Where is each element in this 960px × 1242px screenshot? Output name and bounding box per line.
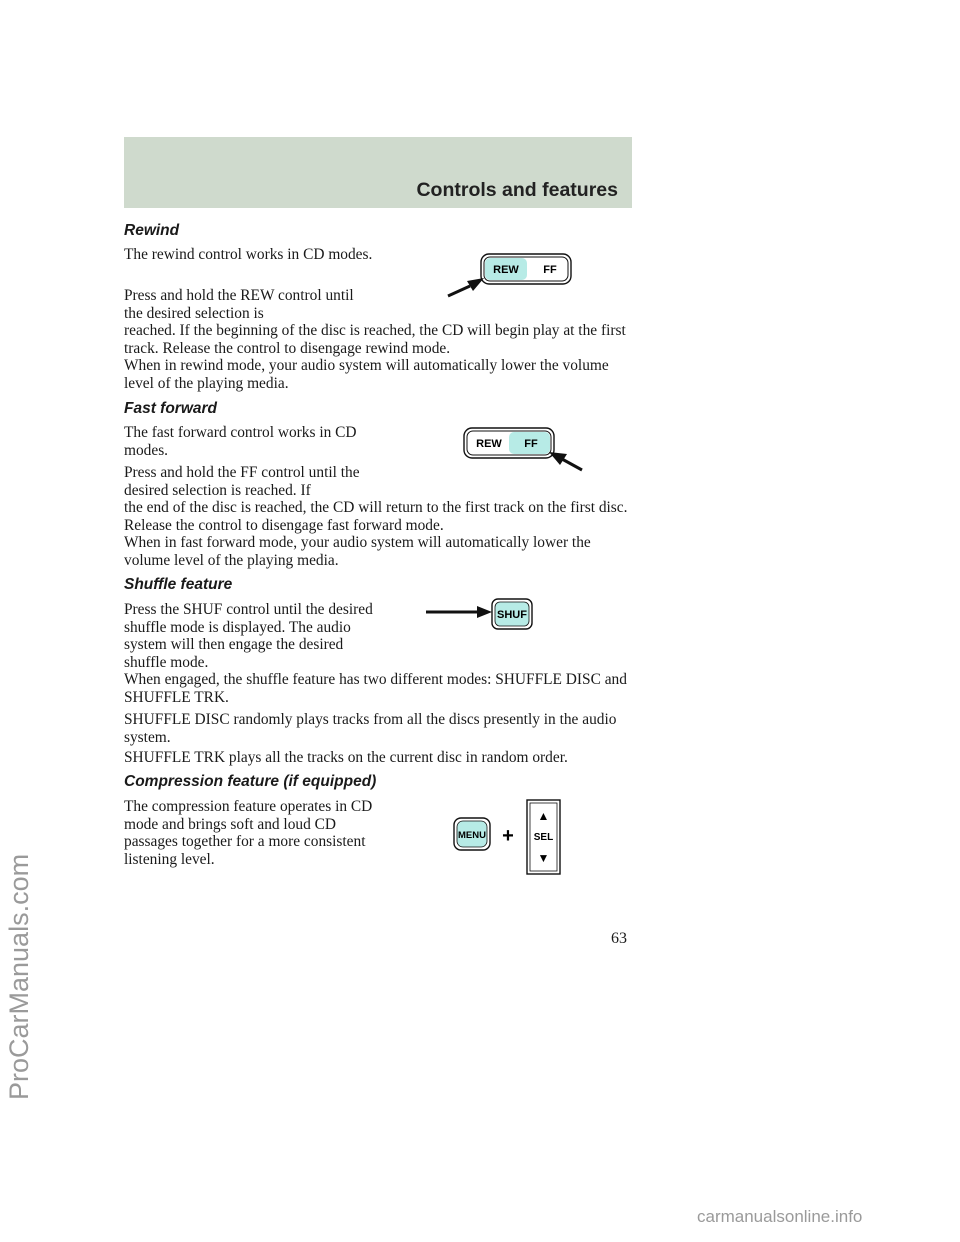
rewind-illustration	[440, 248, 580, 313]
pointer-arrow-head	[549, 452, 567, 465]
shuffle-paragraph-4: SHUFFLE TRK plays all the tracks on the current disc in random order.	[124, 749, 568, 766]
pointer-arrow-head	[477, 606, 492, 618]
pointer-arrow-shaft	[448, 286, 470, 296]
up-arrow-icon: ▲	[537, 809, 550, 823]
rewind-paragraph-1: The rewind control works in CD modes.	[124, 246, 373, 263]
compression-heading: Compression feature (if equipped)	[124, 773, 377, 790]
fast-forward-paragraph-3: When in fast forward mode, your audio system will automatically lower the volume level of the playing media.	[124, 534, 591, 569]
fast-forward-paragraph-2a: Press and hold the FF control until the desired selection is reached. If	[124, 464, 360, 499]
fast-forward-heading: Fast forward	[124, 400, 218, 417]
rewind-heading: Rewind	[124, 222, 180, 239]
shuffle-illustration	[420, 596, 540, 641]
rew-label: REW	[493, 264, 519, 276]
compression-paragraph-1: The compression feature operates in CD mode and brings soft and loud CD passages together for a more consistent listening level.	[124, 798, 373, 868]
footer-watermark: carmanualsonline.info	[697, 1207, 863, 1226]
section-title: Controls and features	[416, 179, 618, 201]
plus-sign: +	[502, 825, 514, 847]
pointer-arrow-head	[467, 278, 484, 291]
shuffle-heading: Shuffle feature	[124, 576, 233, 593]
fast-forward-paragraph-2b: the end of the disc is reached, the CD will return to the first track on the first disc. Release the control to disengage fast forward mode.	[124, 499, 628, 534]
rewind-paragraph-3: When in rewind mode, your audio system will automatically lower the volume level of the playing media.	[124, 357, 609, 392]
compression-illustration	[450, 796, 570, 883]
rewind-paragraph-2a: Press and hold the REW control until the desired selection is	[124, 287, 354, 322]
menu-label: MENU	[458, 830, 486, 841]
pointer-arrow-shaft	[562, 459, 582, 470]
rew-label: REW	[476, 438, 502, 450]
ff-label: FF	[524, 438, 538, 450]
down-arrow-icon: ▼	[537, 851, 550, 865]
rewind-paragraph-2b: reached. If the beginning of the disc is reached, the CD will begin play at the first track. Release the control to disengage rewind mode.	[124, 322, 626, 357]
header-band	[124, 137, 632, 208]
page-number: 63	[611, 930, 627, 947]
ff-label: FF	[543, 264, 557, 276]
shuffle-paragraph-1: Press the SHUF control until the desired shuffle mode is displayed. The audio system will then engage the desired shuffle mode.	[124, 601, 373, 671]
side-watermark: ProCarManuals.com	[4, 853, 34, 1100]
sel-label: SEL	[533, 832, 554, 843]
fast-forward-illustration	[460, 424, 590, 484]
shuffle-paragraph-3: SHUFFLE DISC randomly plays tracks from all the discs presently in the audio system.	[124, 711, 617, 746]
fast-forward-paragraph-1: The fast forward control works in CD modes.	[124, 424, 357, 459]
shuf-label: SHUF	[497, 609, 527, 621]
shuffle-paragraph-2: When engaged, the shuffle feature has two different modes: SHUFFLE DISC and SHUFFLE TRK.	[124, 671, 627, 706]
